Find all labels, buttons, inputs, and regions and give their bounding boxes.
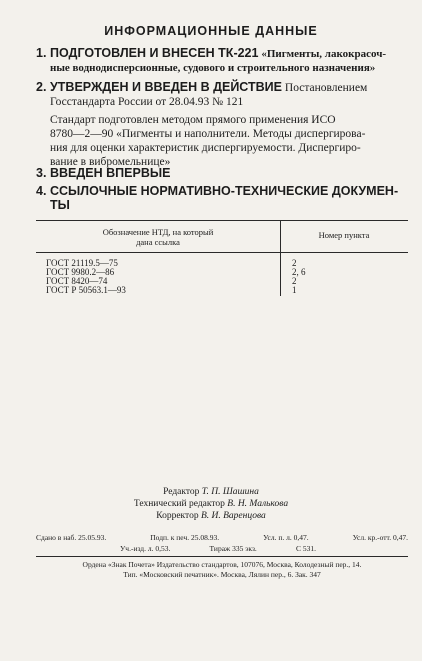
table-row — [46, 285, 408, 294]
proofreader-name: В. И. Варенцова — [200, 511, 266, 521]
table-header-document-line-1: Обозначение НТД, на который — [102, 227, 214, 237]
tech-editor-name: В. Н. Малькова — [227, 499, 289, 509]
table-cell-point: 2 — [292, 276, 297, 286]
table-rows — [46, 258, 408, 294]
imprint-line-1 — [36, 532, 408, 543]
imprint-color-sheets: Усл. кр.-отт. 0,47. — [352, 533, 408, 542]
publisher-footer — [36, 560, 408, 580]
imprint-circulation: Тираж 335 экз. — [209, 544, 257, 553]
credits-block — [0, 486, 422, 522]
editor-label: Редактор — [163, 487, 200, 497]
credits-editor — [0, 486, 422, 498]
item-4-number: 4. — [36, 184, 47, 198]
standard-paragraph — [50, 113, 408, 169]
table-row — [46, 258, 408, 267]
table-cell-document: ГОСТ 8420—74 — [46, 276, 108, 286]
table-row — [46, 276, 408, 285]
imprint-signed: Подп. к печ. 25.08.93. — [150, 533, 220, 542]
item-3-title: ВВЕДЕН ВПЕРВЫЕ — [50, 166, 171, 180]
table-row — [46, 267, 408, 276]
imprint-block — [36, 532, 408, 554]
table-header-rule — [36, 252, 408, 253]
table-cell-document: ГОСТ Р 50563.1—93 — [46, 285, 126, 295]
table-cell-point: 2, 6 — [292, 267, 306, 277]
footer-line-2: Тип. «Московский печатник». Москва, Лялин пер., 6. Зак. 347 — [123, 570, 321, 579]
item-1-text-1: «Пигменты, лакокрасоч- — [261, 48, 387, 60]
imprint-sent: Сдано в наб. 25.05.93. — [36, 533, 107, 542]
editor-name: Т. П. Шашина — [201, 487, 259, 497]
item-4-title-2: ТЫ — [50, 198, 70, 212]
item-2-number: 2. — [36, 80, 47, 94]
credits-proofreader — [0, 510, 422, 522]
credits-tech-editor — [0, 498, 422, 510]
item-2-text-2: Госстандарта России от 28.04.93 № 121 — [50, 96, 244, 108]
proofreader-label: Корректор — [156, 511, 199, 521]
item-3 — [36, 166, 408, 181]
item-3-number: 3. — [36, 166, 47, 180]
table-cell-document: ГОСТ 9980.2—86 — [46, 267, 115, 277]
table-cell-point: 1 — [292, 285, 297, 295]
item-1-number: 1. — [36, 46, 47, 60]
item-4 — [36, 184, 408, 212]
item-2 — [36, 80, 408, 109]
paragraph-line-3: ния для оценки характеристик диспергируемости. Диспергиро- — [50, 142, 361, 154]
footer-divider — [36, 556, 408, 557]
table-cell-point: 2 — [292, 258, 297, 268]
tech-editor-label: Технический редактор — [133, 499, 225, 509]
paragraph-line-2: 8780—2—90 «Пигменты и наполнители. Методы диспергирова- — [50, 128, 366, 140]
table-cell-document: ГОСТ 21119.5—75 — [46, 258, 118, 268]
page-heading: ИНФОРМАЦИОННЫЕ ДАННЫЕ — [104, 24, 318, 38]
item-1-text-2: ные воднодисперсионные, судового и строительного назначения» — [50, 62, 376, 74]
imprint-order: С 531. — [295, 544, 316, 553]
item-2-text-1: Постановлением — [284, 82, 368, 94]
table-header-point: Номер пункта — [318, 230, 370, 240]
table-top-rule — [36, 220, 408, 221]
imprint-printed-sheets: Усл. п. л. 0,47. — [263, 533, 309, 542]
item-4-title-1: ССЫЛОЧНЫЕ НОРМАТИВНО-ТЕХНИЧЕСКИЕ ДОКУМЕН- — [50, 184, 399, 198]
table-header-document-line-2: дана ссылка — [136, 237, 180, 247]
table-header-document — [36, 227, 280, 247]
paragraph-line-4: вание в вибромельнице» — [50, 156, 171, 168]
paragraph-line-1: Стандарт подготовлен методом прямого применения ИСО — [50, 114, 336, 126]
item-1 — [36, 46, 408, 75]
imprint-line-2 — [36, 543, 316, 554]
item-1-title: ПОДГОТОВЛЕН И ВНЕСЕН ТК-221 — [50, 46, 259, 60]
imprint-publisher-sheets: Уч.-изд. л. 0,53. — [120, 544, 171, 553]
footer-line-1: Ордена «Знак Почета» Издательство стандартов, 107076, Москва, Колодезный пер., 14. — [82, 560, 362, 569]
item-2-title: УТВЕРЖДЕН И ВВЕДЕН В ДЕЙСТВИЕ — [50, 80, 283, 94]
